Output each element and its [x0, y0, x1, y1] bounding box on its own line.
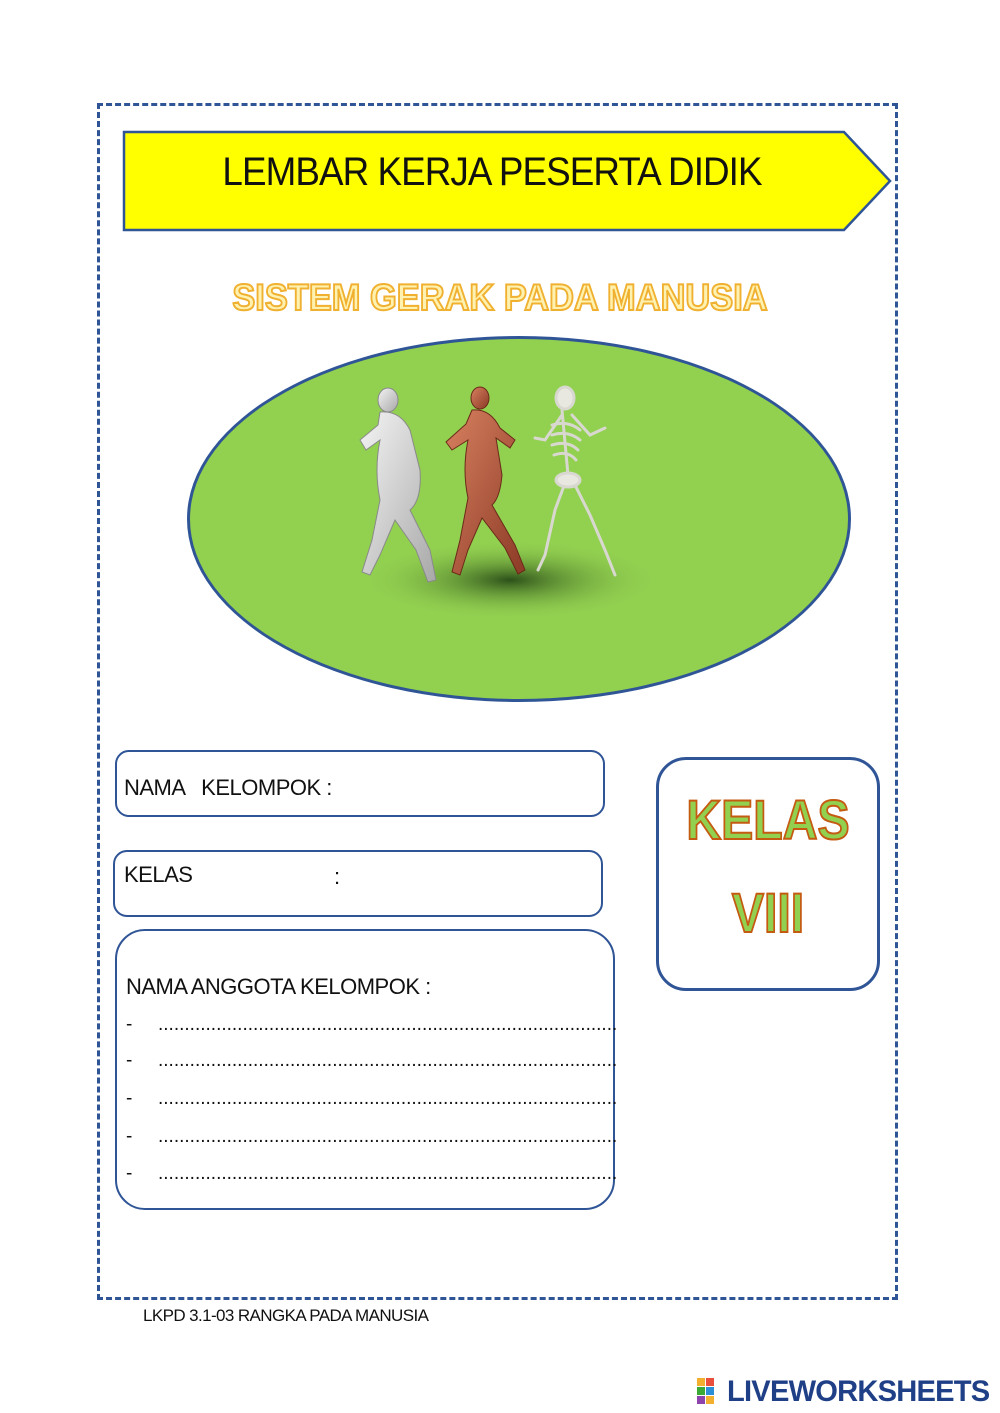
member-line[interactable]: - ....................................................................................... [126, 1014, 618, 1035]
class-label: KELAS [124, 862, 193, 887]
worksheet-title: LEMBAR KERJA PESERTA DIDIK [222, 150, 762, 194]
worksheet-code: LKPD 3.1-03 RANGKA PADA MANUSIA [143, 1306, 429, 1325]
grade-word: KELAS [686, 788, 850, 851]
member-line[interactable]: - ....................................................................................... [126, 1088, 618, 1109]
topic-subtitle: SISTEM GERAK PADA MANUSIA [232, 277, 768, 318]
running-figures-illustration [340, 380, 670, 620]
group-name-label: NAMA KELOMPOK : [124, 775, 332, 800]
class-colon: : [334, 864, 340, 889]
grade-level: VIII [731, 881, 805, 944]
member-line[interactable]: - ....................................................................................... [126, 1050, 618, 1071]
member-line[interactable]: - ....................................................................................... [126, 1126, 618, 1147]
liveworksheets-brand[interactable]: LIVEWORKSHEETS [727, 1375, 990, 1408]
skin-figure [360, 388, 436, 582]
member-line[interactable]: - ....................................................................................... [126, 1163, 618, 1184]
liveworksheets-logo-icon [697, 1378, 725, 1406]
members-label: NAMA ANGGOTA KELOMPOK : [126, 974, 431, 999]
